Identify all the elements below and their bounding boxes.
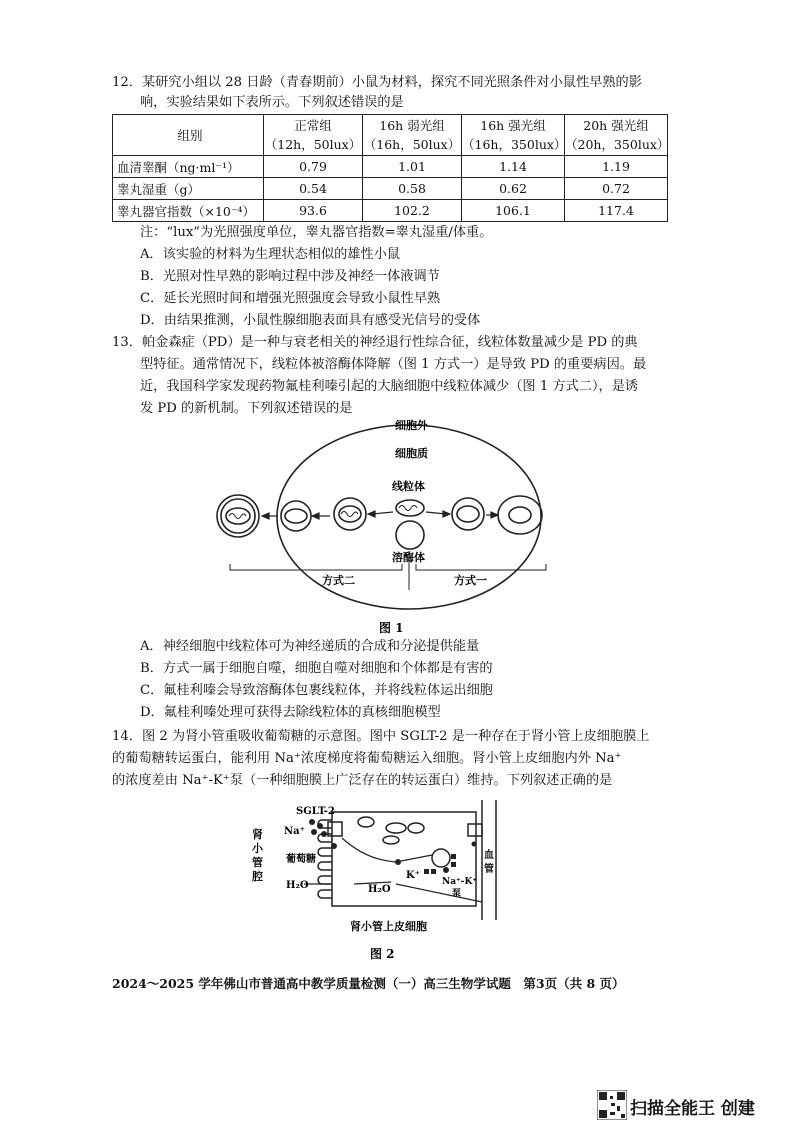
figure-2-caption: 图 2 [370,947,395,961]
lumen-char-2: 小 [252,842,263,855]
label-sglt2: SGLT-2 [296,806,335,817]
lumen-char-4: 腔 [252,870,263,883]
q13-option-b: B．方式一属于细胞自噬，细胞自噬对细胞和个体都是有害的 [140,661,493,676]
q12-note: 注：“lux”为光照强度单位，睾丸器官指数=睾丸湿重/体重。 [140,225,493,240]
label-pump1: Na⁺-K⁺ [442,877,478,887]
label-mitochondrion: 线粒体 [392,480,425,493]
label-outside: 细胞外 [395,419,428,432]
q12-option-c: C．延长光照时间和增强光照强度会导致小鼠性早熟 [140,291,441,306]
table-col-header: 20h 强光组 （20h，350lux） [565,115,668,156]
label-h2o-right: H₂O [368,884,391,895]
q12-stem-line2: 响，实验结果如下表所示。下列叙述错误的是 [140,95,404,110]
q13-stem-line1: 13．帕金森症（PD）是一种与衰老相关的神经退行性综合征，线粒体数量减少是 PD 的典 [112,335,638,350]
q12-option-a: A．该实验的材料为生理状态相似的雄性小鼠 [140,247,401,262]
q13-stem-line2: 型特征。通常情况下，线粒体被溶酶体降解（图 1 方式一）是导致 PD 的重要病因。最 [140,357,647,372]
q13-stem-line4: 发 PD 的新机制。下列叙述错误的是 [140,401,353,416]
q12-stem-line1: 12．某研究小组以 28 日龄（青春期前）小鼠为材料，探究不同光照条件对小鼠性早熟的影 [112,75,642,90]
table-col-header: 16h 强光组 （16h，350lux） [462,115,565,156]
vessel-char-1: 血 [484,850,494,861]
page-footer: 2024～2025 学年佛山市普通高中教学质量检测（一）高三生物学试题 第3页（共 8 页） [112,976,625,991]
table-col-header: 16h 弱光组 （16h，50lux） [363,115,462,156]
table-row: 睾丸湿重（g） 0.54 0.58 0.62 0.72 [113,178,668,200]
lysosome-shape [396,521,424,549]
label-way1: 方式一 [454,574,487,587]
q14-stem-line2: 的葡萄糖转运蛋白，能利用 Na⁺浓度梯度将葡萄糖运入细胞。肾小管上皮细胞内外 Na⁺ [112,751,622,766]
label-way2: 方式二 [322,574,355,587]
table-row: 睾丸器官指数（×10⁻⁴） 93.6 102.2 106.1 117.4 [113,200,668,222]
label-lysosome: 溶酶体 [392,551,425,564]
figure-2 [246,800,506,980]
label-glucose: 葡萄糖 [286,854,316,865]
label-h2o-left: H₂O [286,880,309,891]
q14-stem-line3: 的浓度差由 Na⁺-K⁺泵（一种细胞膜上广泛存在的转运蛋白）维持。下列叙述正确的是 [112,773,613,788]
q13-option-c: C．氟桂利嗪会导致溶酶体包裹线粒体，并将线粒体运出细胞 [140,683,493,698]
q12-option-b: B．光照对性早熟的影响过程中涉及神经一体液调节 [140,269,440,284]
q12-table [112,114,668,222]
q13-option-d: D．氟桂利嗪处理可获得去除线粒体的真核细胞模型 [140,705,441,720]
q13-stem-line3: 近，我国科学家发现药物氟桂利嗪引起的大脑细胞中线粒体减少（图 1 方式二），是诱 [140,379,639,394]
watermark-text: 扫描全能王 创建 [630,1099,755,1119]
q13-option-a: A．神经细胞中线粒体可为神经递质的合成和分泌提供能量 [140,639,480,654]
table-header-group: 组别 [113,115,264,156]
lumen-char-3: 管 [252,856,263,869]
table-col-header: 正常组 （12h，50lux） [264,115,363,156]
q12-option-d: D．由结果推测，小鼠性腺细胞表面具有感受光信号的受体 [140,313,481,328]
vessel-char-2: 管 [484,864,494,875]
figure-1-caption: 图 1 [379,621,404,635]
label-cytoplasm: 细胞质 [395,447,428,460]
label-na: Na⁺ [284,826,305,837]
label-cell: 肾小管上皮细胞 [350,920,427,933]
figure-1 [200,412,580,642]
lumen-char-1: 肾 [252,828,263,841]
label-k: K⁺ [406,870,420,881]
q14-stem-line1: 14．图 2 为肾小管重吸收葡萄糖的示意图。图中 SGLT-2 是一种存在于肾小管上皮细胞膜上 [112,729,650,744]
qr-code-icon [597,1090,627,1120]
label-pump2: 泵 [452,889,462,899]
table-row: 血清睾酮（ng·ml⁻¹） 0.79 1.01 1.14 1.19 [113,156,668,178]
